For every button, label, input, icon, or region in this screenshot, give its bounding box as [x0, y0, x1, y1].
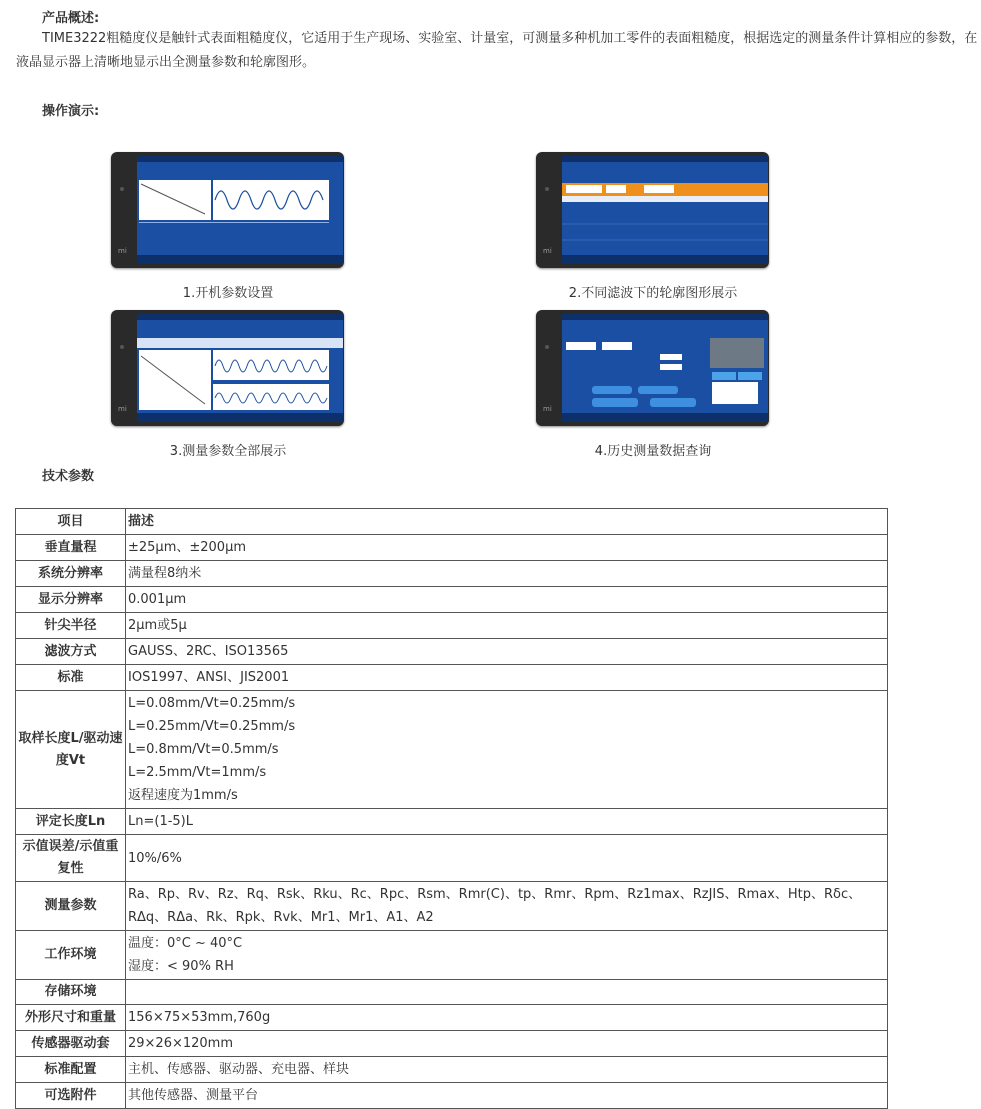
table-header-value: 描述	[126, 509, 888, 535]
spec-value-line: GAUSS、2RC、ISO13565	[128, 644, 289, 659]
table-header-key: 项目	[16, 509, 126, 535]
demo-screenshot-3: mi	[111, 310, 344, 426]
table-row	[16, 1005, 888, 1031]
table-row	[16, 1083, 888, 1109]
table-row	[16, 561, 888, 587]
spec-value	[126, 882, 888, 931]
spec-value-line: 主机、传感器、驱动器、充电器、样块	[128, 1062, 350, 1077]
spec-value-line: IOS1997、ANSI、JIS2001	[128, 670, 290, 685]
spec-value	[126, 980, 888, 1005]
spec-value	[126, 561, 888, 587]
spec-value	[126, 1031, 888, 1057]
spec-table	[15, 508, 888, 1109]
table-row	[16, 835, 888, 882]
spec-value-line: 29×26×120mm	[128, 1036, 234, 1051]
spec-value-line: 温度：0°C ~ 40°C	[128, 936, 243, 951]
spec-value-line: 其他传感器、测量平台	[128, 1088, 259, 1103]
spec-value-line: L=0.8mm/Vt=0.5mm/s	[128, 742, 279, 757]
demo-caption-1: 1.开机参数设置	[182, 286, 274, 301]
spec-key: 外形尺寸和重量	[16, 1005, 126, 1031]
spec-key: 垂直量程	[16, 535, 126, 561]
table-row	[16, 931, 888, 980]
overview-text: TIME3222粗糙度仪是触针式表面粗糙度仪，它适用于生产现场、实验室、计量室，可测量多种机加工零件的表面粗糙度，根据选定的测量条件计算相应的参数，在液晶显示器上清晰地显示出全测量参数和轮廓图形。	[16, 31, 978, 70]
overview-heading: 产品概述:	[42, 11, 100, 26]
spec-key: 评定长度Ln	[16, 809, 126, 835]
demo-caption-3: 3.测量参数全部展示	[169, 444, 287, 459]
demo-screenshot-4: mi	[536, 310, 769, 426]
table-row	[16, 980, 888, 1005]
table-row	[16, 639, 888, 665]
spec-key: 存储环境	[16, 980, 126, 1005]
spec-key: 工作环境	[16, 931, 126, 980]
demo-screenshot-2: mi	[536, 152, 769, 268]
spec-value	[126, 1057, 888, 1083]
spec-value-line: 0.001μm	[128, 592, 187, 607]
spec-key: 标准配置	[16, 1057, 126, 1083]
spec-key: 传感器驱动套	[16, 1031, 126, 1057]
spec-value-line: 10%/6%	[128, 850, 182, 866]
spec-key: 滤波方式	[16, 639, 126, 665]
table-header-row	[16, 509, 888, 535]
spec-value-line: 满量程8纳米	[128, 566, 202, 581]
spec-value	[126, 639, 888, 665]
spec-value-line: Ln=(1-5)L	[128, 814, 193, 829]
spec-value	[126, 931, 888, 980]
spec-value-line: 返程速度为1mm/s	[128, 788, 238, 803]
spec-key: 可选附件	[16, 1083, 126, 1109]
spec-value-line: 156×75×53mm,760g	[128, 1010, 271, 1025]
spec-key: 标准	[16, 665, 126, 691]
spec-key: 系统分辨率	[16, 561, 126, 587]
table-row	[16, 665, 888, 691]
spec-key: 针尖半径	[16, 613, 126, 639]
specs-heading: 技术参数	[42, 469, 95, 484]
spec-value	[126, 835, 888, 882]
spec-value-line	[128, 981, 885, 1003]
spec-key: 取样长度L/驱动速度Vt	[16, 691, 126, 809]
table-row	[16, 1057, 888, 1083]
table-row	[16, 691, 888, 809]
table-row	[16, 535, 888, 561]
spec-key: 显示分辨率	[16, 587, 126, 613]
demo-screenshot-1: mi	[111, 152, 344, 268]
table-row	[16, 882, 888, 931]
spec-value	[126, 1083, 888, 1109]
spec-value-line: L=2.5mm/Vt=1mm/s	[128, 765, 267, 780]
demo-heading: 操作演示:	[42, 104, 100, 119]
spec-value-line: Ra、Rp、Rv、Rz、Rq、Rsk、Rku、Rc、Rpc、Rsm、Rmr(C)、tp、Rmr、Rpm、Rz1max、RzJIS、Rmax、Htp、Rδc、RΔq、RΔa、Rk、Rpk、Rvk、Mr1、Mr1、A1、A2	[128, 887, 862, 925]
spec-value	[126, 691, 888, 809]
spec-value	[126, 809, 888, 835]
spec-value-line: 2μm或5μ	[128, 618, 187, 633]
spec-value-line: L=0.08mm/Vt=0.25mm/s	[128, 696, 296, 711]
demo-caption-2: 2.不同滤波下的轮廓图形展示	[568, 286, 738, 301]
spec-value	[126, 1005, 888, 1031]
demo-caption-4: 4.历史测量数据查询	[594, 444, 712, 459]
spec-value	[126, 613, 888, 639]
spec-key: 示值误差/示值重复性	[16, 835, 126, 882]
table-row	[16, 1031, 888, 1057]
spec-value	[126, 587, 888, 613]
spec-value	[126, 535, 888, 561]
spec-value	[126, 665, 888, 691]
table-row	[16, 613, 888, 639]
spec-value-line: L=0.25mm/Vt=0.25mm/s	[128, 719, 296, 734]
spec-value-line: ±25μm、±200μm	[128, 540, 247, 555]
spec-value-line: 湿度：< 90% RH	[128, 959, 234, 974]
spec-key: 测量参数	[16, 882, 126, 931]
table-row	[16, 809, 888, 835]
table-row	[16, 587, 888, 613]
